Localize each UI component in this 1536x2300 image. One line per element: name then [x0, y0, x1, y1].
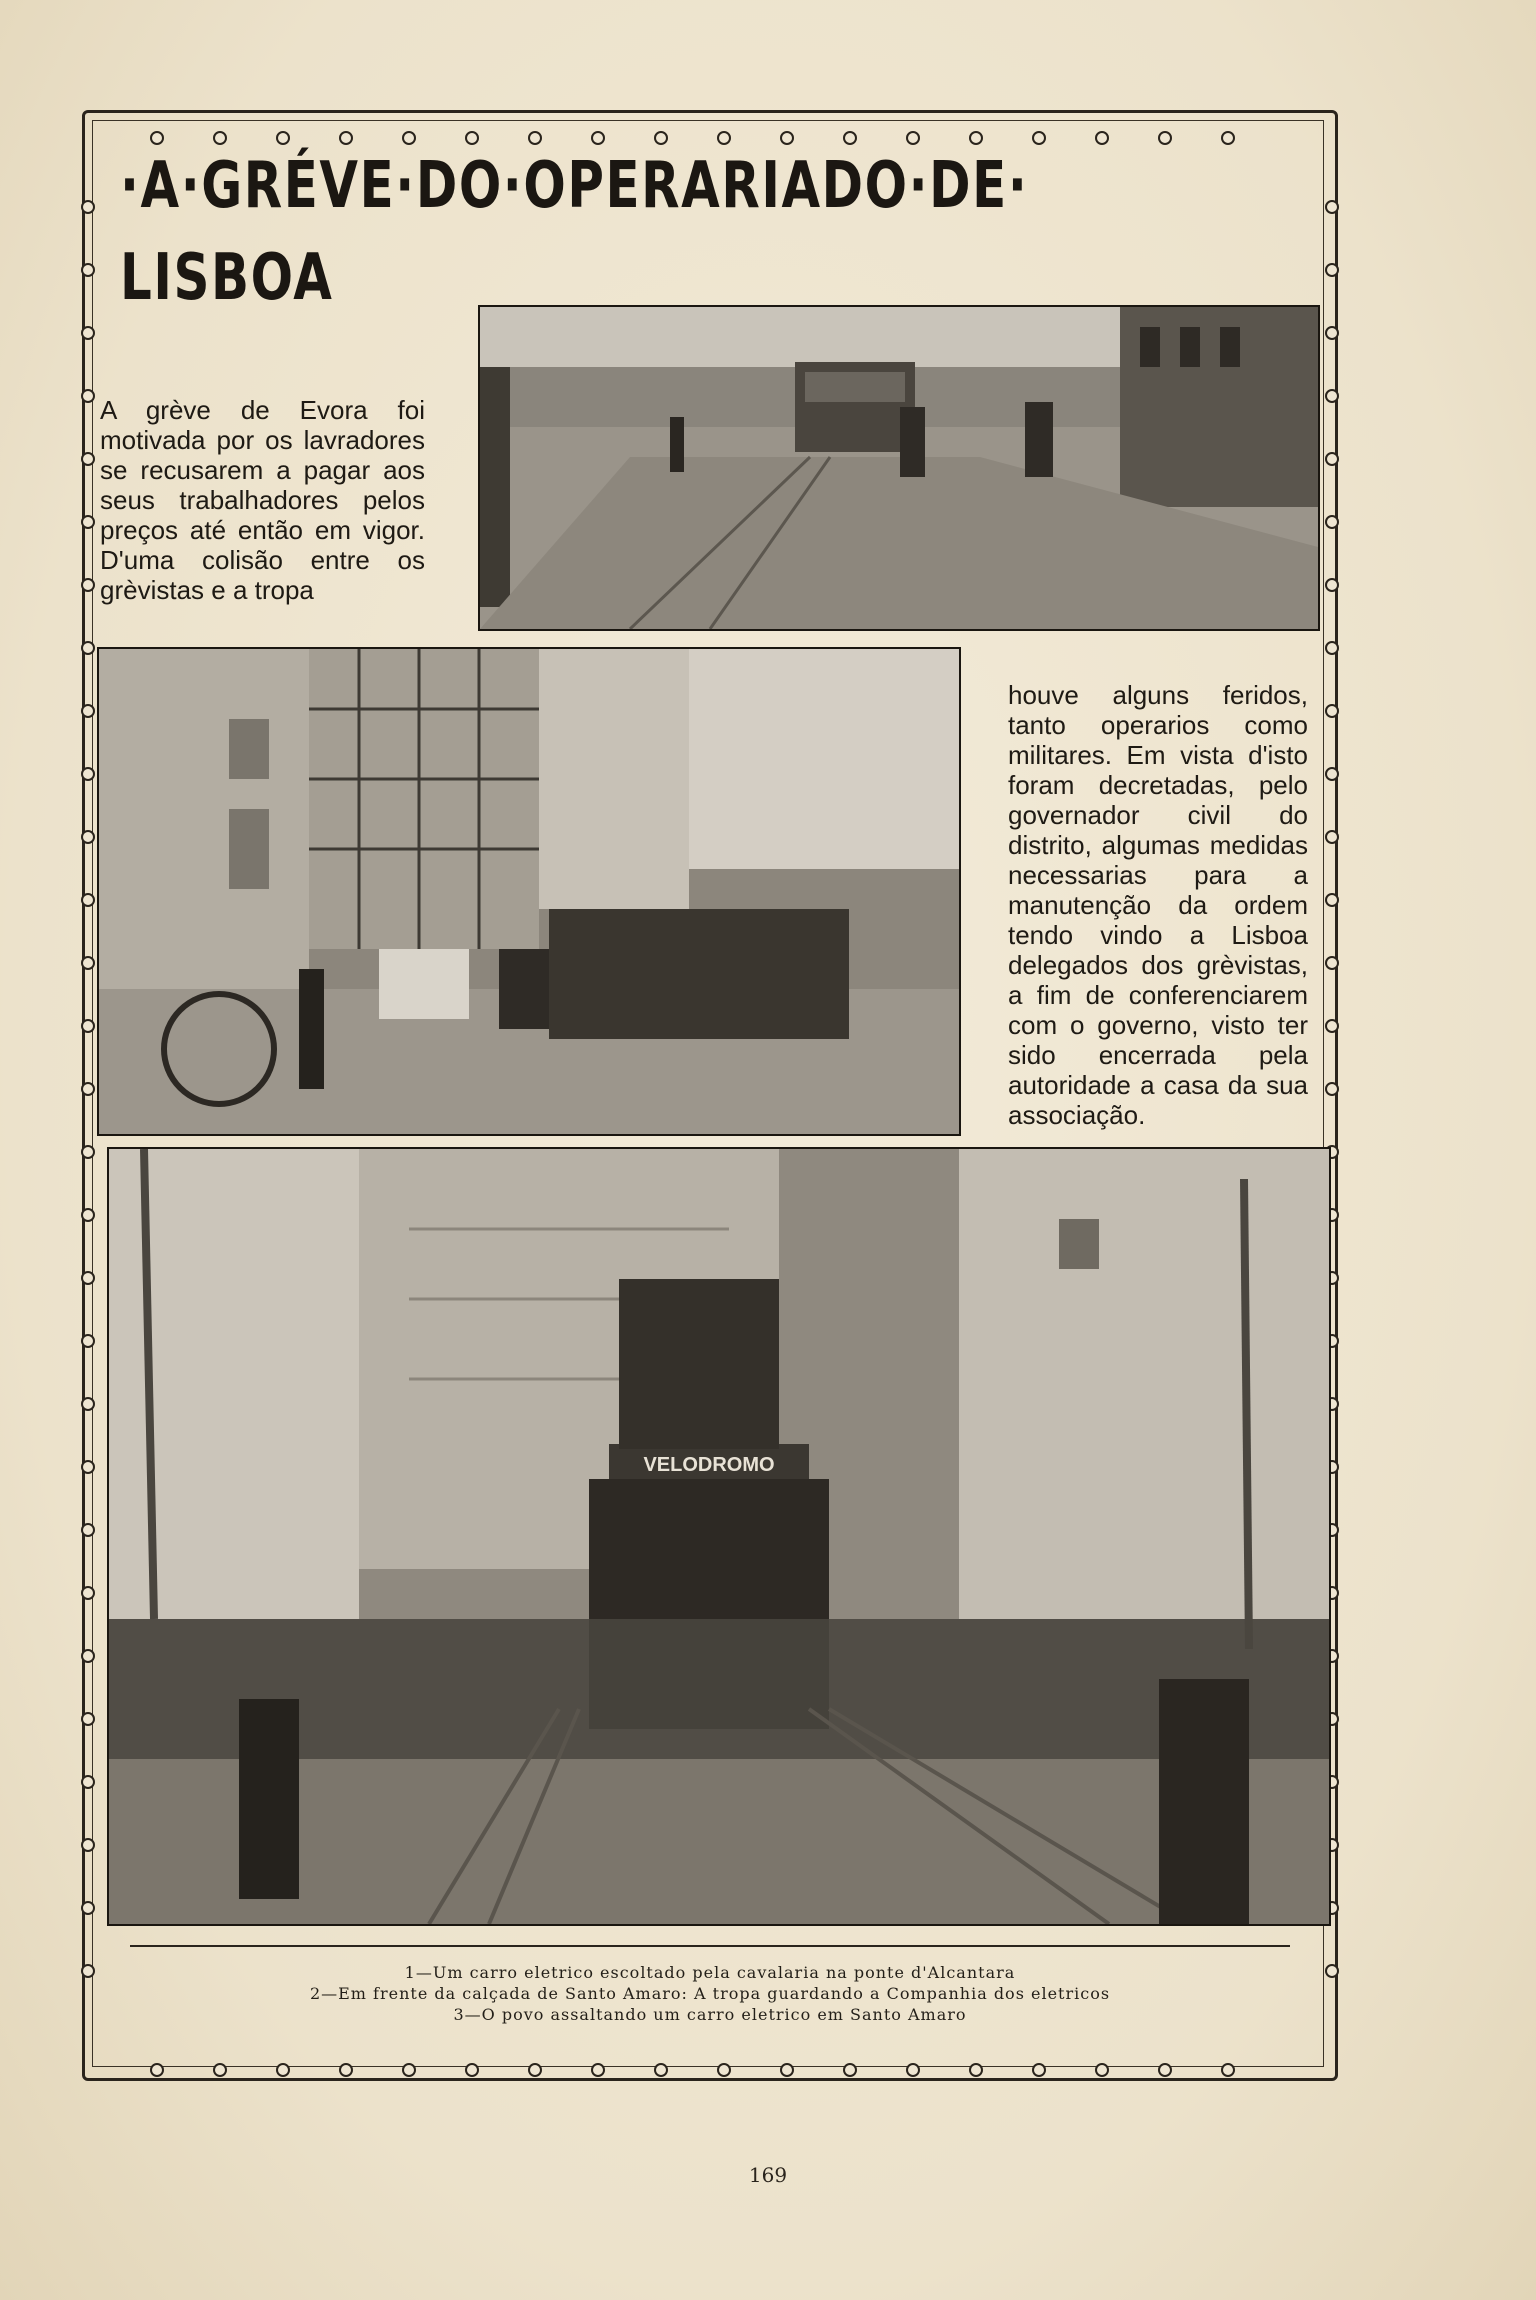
frame-dot: [1325, 767, 1339, 781]
frame-dot: [81, 1397, 95, 1411]
frame-dot: [81, 1523, 95, 1537]
frame-dot: [1325, 263, 1339, 277]
frame-dot: [81, 830, 95, 844]
frame-dot: [81, 1460, 95, 1474]
frame-dot: [1095, 2063, 1109, 2077]
page-number: 169: [748, 2163, 788, 2187]
frame-dot: [1325, 200, 1339, 214]
photo-tram-assault-image: [109, 1149, 1329, 1924]
frame-dot: [1325, 830, 1339, 844]
article-title: ·A·GRÉVE·DO·OPERARIADO·DE· LISBOA: [120, 149, 1029, 315]
frame-dot: [465, 2063, 479, 2077]
frame-dot: [81, 1208, 95, 1222]
frame-dot: [81, 1838, 95, 1852]
frame-dot: [906, 2063, 920, 2077]
frame-dot: [1325, 326, 1339, 340]
frame-dot: [81, 1334, 95, 1348]
frame-dot: [81, 704, 95, 718]
frame-dot: [1325, 956, 1339, 970]
photo-tram-assault: [107, 1147, 1331, 1926]
frame-dot: [969, 2063, 983, 2077]
frame-dot: [717, 2063, 731, 2077]
frame-dot: [81, 1271, 95, 1285]
frame-dot: [969, 131, 983, 145]
captions-box: [130, 1945, 1290, 2042]
frame-dot: [81, 326, 95, 340]
frame-dot: [81, 767, 95, 781]
caption-1: 1—Um carro eletrico escoltado pela cavalaria na ponte d'Alcantara: [404, 1963, 1016, 1982]
frame-dot: [276, 2063, 290, 2077]
frame-dot: [81, 389, 95, 403]
frame-dot: [1221, 131, 1235, 145]
frame-dot: [654, 2063, 668, 2077]
frame-dot: [402, 2063, 416, 2077]
frame-dot: [1325, 704, 1339, 718]
photo-tram-cavalry: [478, 305, 1320, 631]
frame-dot: [81, 1145, 95, 1159]
frame-dot: [591, 2063, 605, 2077]
frame-dot: [81, 956, 95, 970]
frame-dot: [1325, 578, 1339, 592]
frame-dot: [81, 578, 95, 592]
frame-dot: [1032, 2063, 1046, 2077]
frame-dot: [81, 1082, 95, 1096]
frame-dot: [1032, 131, 1046, 145]
frame-dot: [81, 452, 95, 466]
frame-dot: [339, 2063, 353, 2077]
frame-dot: [81, 1586, 95, 1600]
frame-dot: [150, 2063, 164, 2077]
frame-dot: [1095, 131, 1109, 145]
frame-dot: [81, 641, 95, 655]
frame-dot: [213, 2063, 227, 2077]
article-paragraph-1: A grève de Evora foi motivada por os lavradores se recusarem a pagar aos seus trabalhadores pelos preços até então em vigor. D'uma colisão entre os grèvistas e a tropa: [100, 395, 425, 605]
frame-dot: [906, 131, 920, 145]
frame-dot: [1325, 515, 1339, 529]
frame-dot: [1325, 389, 1339, 403]
frame-dot: [1325, 1082, 1339, 1096]
frame-dot: [81, 515, 95, 529]
frame-dot: [1325, 893, 1339, 907]
frame-dot: [1221, 2063, 1235, 2077]
tram-sign-velodromo: VELODROMO: [643, 1454, 775, 1476]
frame-dot: [843, 2063, 857, 2077]
frame-dot: [81, 263, 95, 277]
frame-dot: [1325, 641, 1339, 655]
frame-dot: [81, 1649, 95, 1663]
frame-dot: [81, 1901, 95, 1915]
frame-dot: [528, 2063, 542, 2077]
photo-tram-cavalry-image: [480, 307, 1318, 629]
frame-dot: [81, 1964, 95, 1978]
frame-dot: [81, 1712, 95, 1726]
frame-dot: [1325, 1019, 1339, 1033]
frame-dot: [1158, 131, 1172, 145]
frame-dot: [81, 200, 95, 214]
photo-troops-guarding: [97, 647, 961, 1136]
caption-2: 2—Em frente da calçada de Santo Amaro: A tropa guardando a Companhia dos eletricos: [309, 1984, 1111, 2003]
frame-dot: [1158, 2063, 1172, 2077]
frame-dot: [81, 893, 95, 907]
frame-dot: [780, 2063, 794, 2077]
frame-dot: [81, 1775, 95, 1789]
article-paragraph-2: houve alguns feridos, tanto operarios como militares. Em vista d'isto foram decretadas, pelo governador civil do distrito, algumas medidas necessarias para a manutenção da ordem tendo vindo a Lisboa delegados dos grèvistas, a fim de conferenciarem com o governo, visto ter sido encerrada pela autoridade a casa da sua associação.: [1008, 680, 1308, 1130]
frame-dot: [1325, 452, 1339, 466]
frame-dot: [81, 1019, 95, 1033]
photo-troops-guarding-image: [99, 649, 959, 1134]
frame-dot: [1325, 1964, 1339, 1978]
caption-3: 3—O povo assaltando um carro eletrico em Santo Amaro: [453, 2005, 967, 2024]
